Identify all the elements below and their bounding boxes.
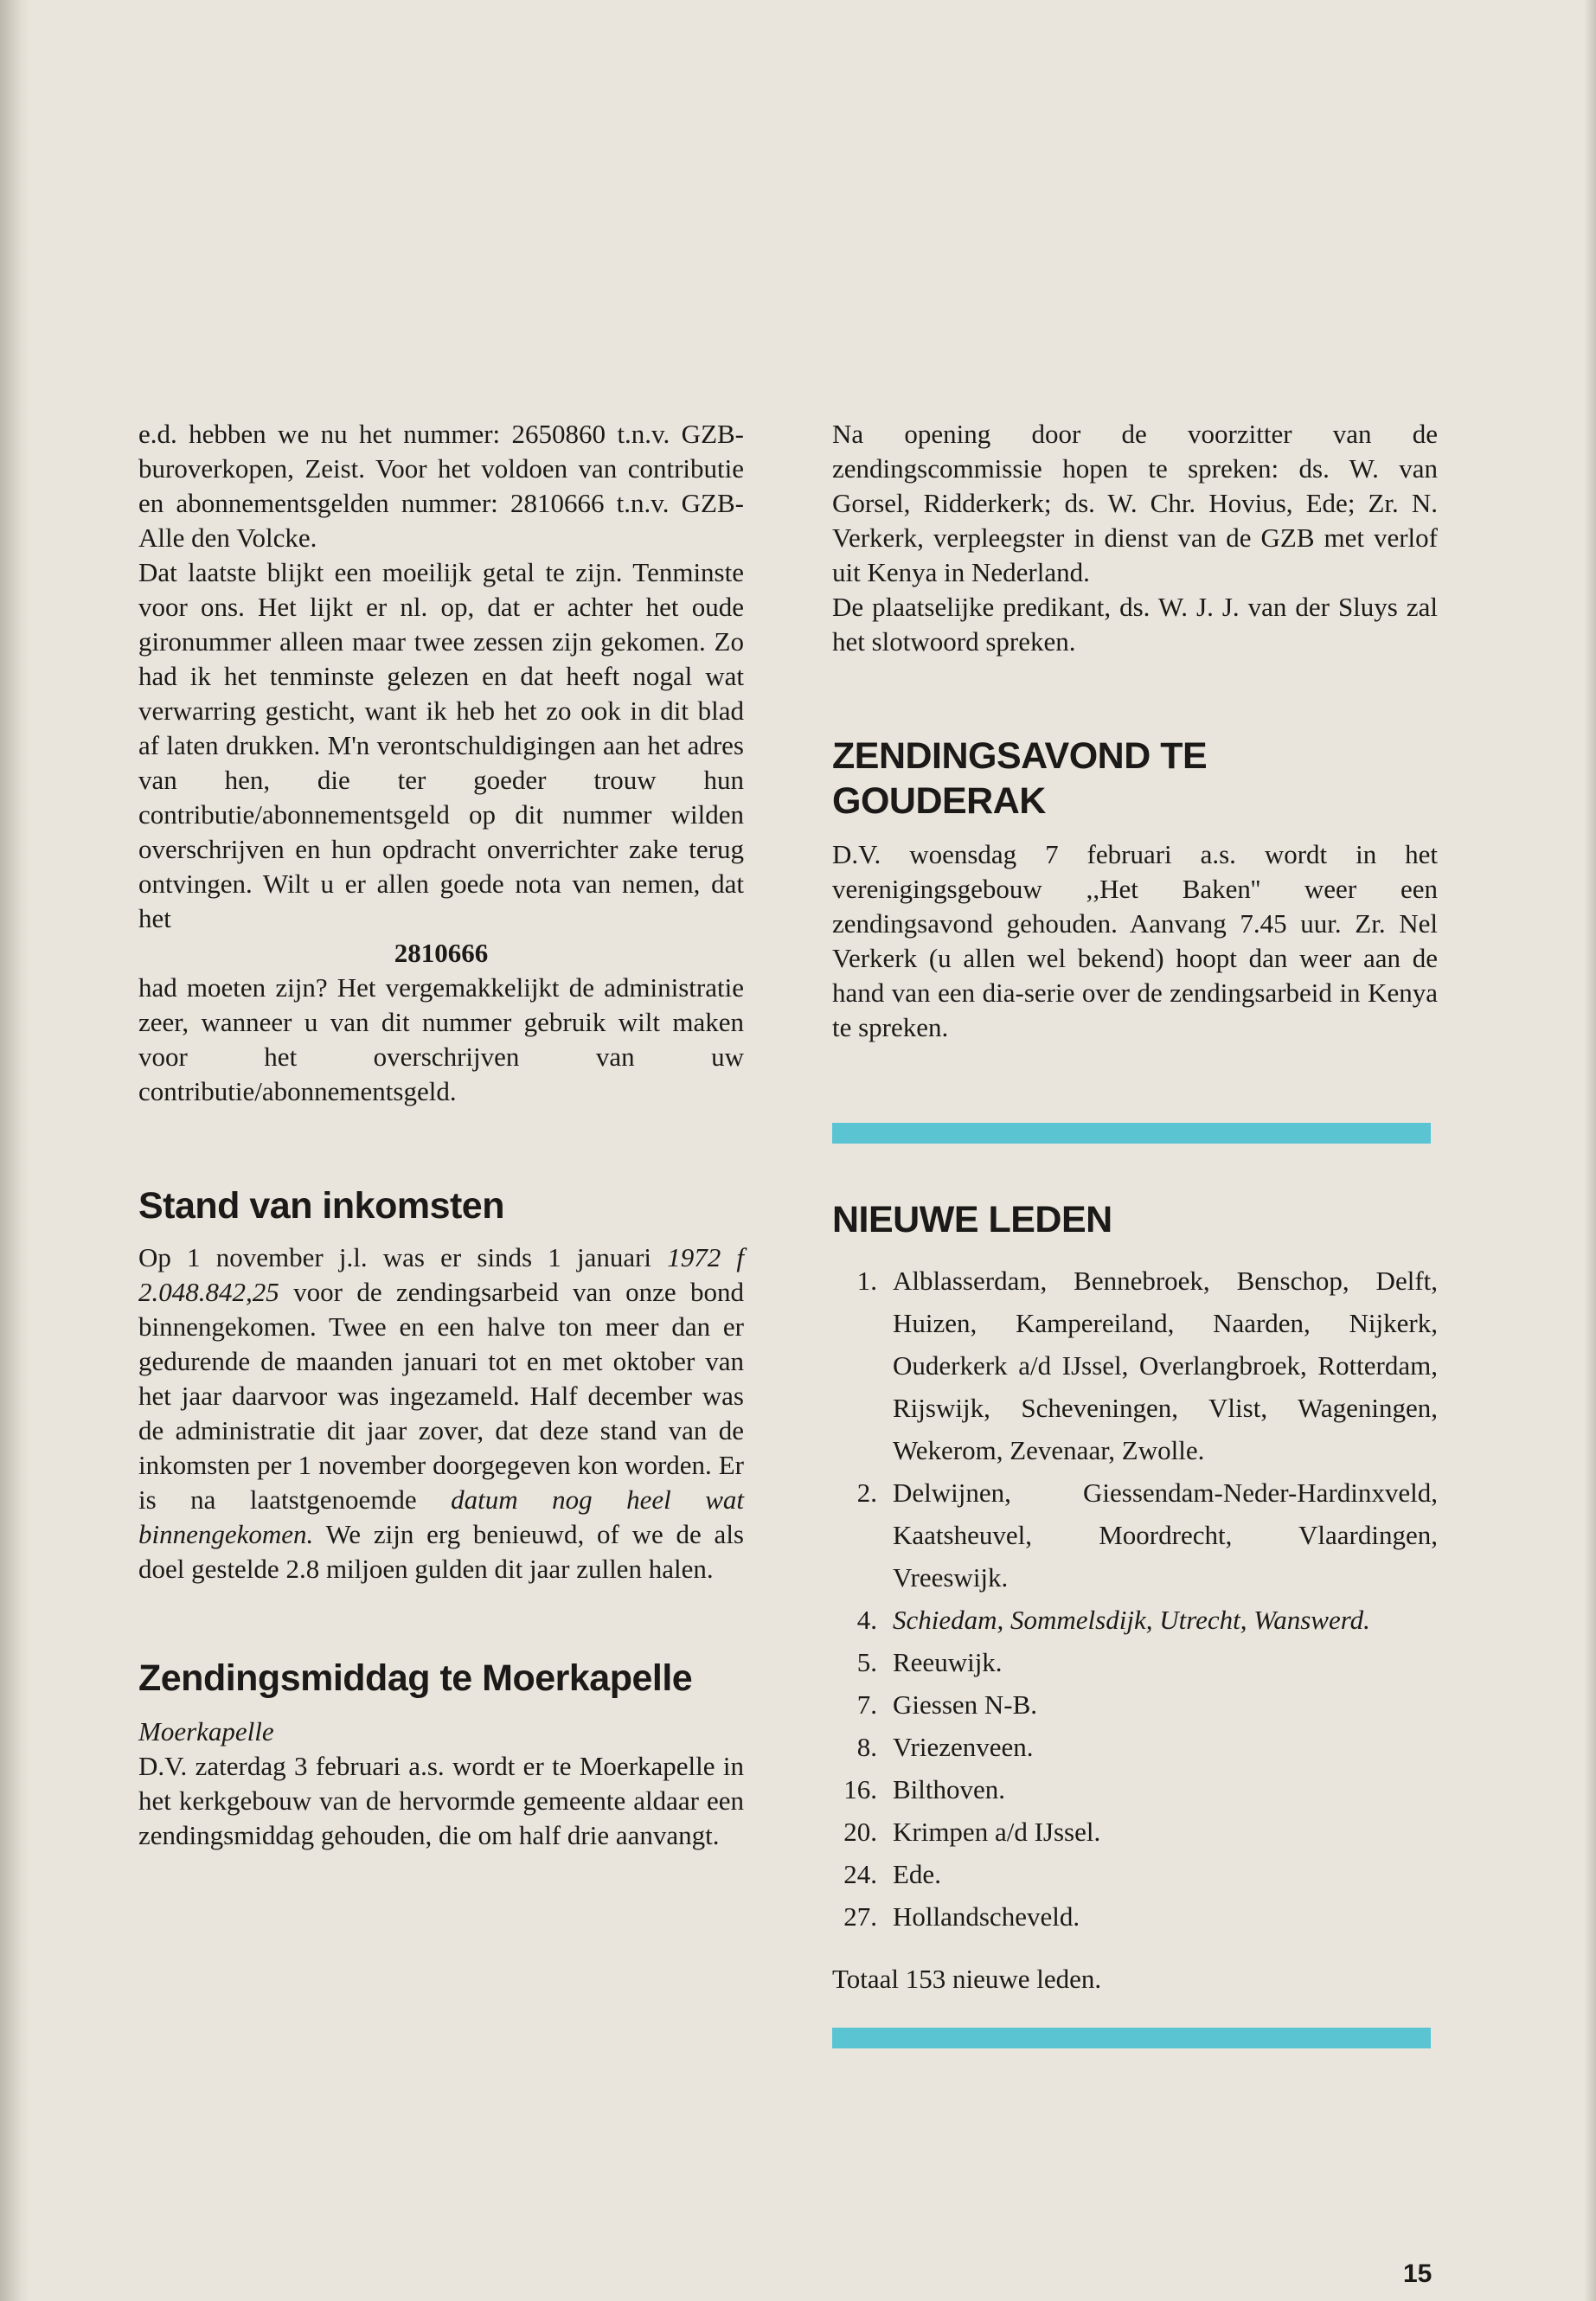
heading-zendingsmiddag-moerkapelle: Zendingsmiddag te Moerkapelle [138,1657,693,1699]
highlighted-account-number: 2810666 [394,938,489,968]
page-edge-right [1584,0,1596,2301]
list-item-places: Hollandscheveld. [893,1901,1080,1932]
inkomsten-text-2: voor de zendingsarbeid van onze bond binnengekomen. Twee en een halve ton meer dan er gedurende de maanden januari tot en met oktober van het jaar daarvoor was ingezameld. Half december was de administratie dit jaar zover, dat deze stand van de inkomsten per 1 november doorgegeven kon worden. Er is na laatstgenoemde [138,1277,744,1515]
list-item-places: Delwijnen, Giessendam-Neder-Hardinxveld, Kaatsheuvel, Moordrecht, Vlaardingen, Vreeswijk. [893,1477,1438,1593]
list-item-places: Schiedam, Sommelsdijk, Utrecht, Wanswerd. [893,1605,1370,1635]
list-item [832,1811,1438,1853]
moerkapelle-place: Moerkapelle [138,1716,274,1747]
heading-stand-van-inkomsten: Stand van inkomsten [138,1185,504,1227]
list-item-places: Reeuwijk. [893,1647,1003,1677]
list-item [832,1895,1438,1938]
gouderak-text: D.V. woensdag 7 februari a.s. wordt in het verenigingsgebouw ,,Het Baken'' weer een zendingsavond gehouden. Aanvang 7.45 uur. Zr. Nel Verkerk (u allen wel bekend) hoopt dan weer aan de hand van een dia-serie over de zendingsarbeid in Kenya te spreken. [832,839,1438,1042]
list-item-places: Alblasserdam, Bennebroek, Benschop, Delft, Huizen, Kampereiland, Naarden, Nijkerk, Ouderkerk a/d IJssel, Overlangbroek, Rotterdam, Rijswijk, Scheveningen, Vlist, Wageningen, Wekerom, Zevenaar, Zwolle. [893,1266,1438,1465]
right-column [832,417,1438,2048]
accent-bar-top [832,1123,1431,1144]
list-item-places: Krimpen a/d IJssel. [893,1817,1101,1847]
list-item-number: 8. [856,1732,877,1762]
list-item-number: 2. [856,1477,877,1508]
list-item [832,1853,1438,1895]
list-item-number: 27. [843,1901,877,1932]
list-item [832,1683,1438,1726]
inkomsten-text-1: Op 1 november j.l. was er sinds 1 januari [138,1242,668,1272]
list-item-places: Giessen N-B. [893,1689,1038,1720]
list-item [832,1726,1438,1768]
paragraph-inkomsten [138,1240,744,1586]
intro-paragraph: e.d. hebben we nu het nummer: 2650860 t.n.v. GZB-buroverkopen, Zeist. Voor het voldoen van contributie en abonnementsgelden nummer: 2810666 t.n.v. GZB-Alle den Volcke. [138,419,744,553]
paragraph-administration: had moeten zijn? Het vergemakkelijkt de administratie zeer, wanneer u van dit nummer gebruik wilt maken voor het overschrijven van uw contributie/abonnementsgeld. [138,972,744,1106]
page-edge-left [0,0,29,2301]
paragraph-slotwoord: De plaatselijke predikant, ds. W. J. J. van der Sluys zal het slotwoord spreken. [832,592,1438,657]
list-item-number: 20. [843,1817,877,1847]
list-item-number: 7. [856,1689,877,1720]
list-item-places: Bilthoven. [893,1774,1006,1804]
page-number: 15 [1403,2259,1433,2288]
members-total: Totaal 153 nieuwe leden. [832,1964,1102,1994]
moerkapelle-text: D.V. zaterdag 3 februari a.s. wordt er te Moerkapelle in het kerkgebouw van de hervormde gemeente aldaar een zendingsmiddag gehouden, die om half drie aanvangt. [138,1751,744,1850]
heading-zendingsavond-gouderak: ZENDINGSAVOND TE GOUDERAK [832,735,1208,822]
list-item [832,1768,1438,1811]
inkomsten-text-italic: datum nog heel wat binnengekomen. [138,1484,745,1549]
members-list [832,1259,1438,1938]
list-item [832,1599,1438,1641]
list-item-places: Ede. [893,1859,941,1889]
list-item [832,1641,1438,1683]
paragraph-speakers: Na opening door de voorzitter van de zendingscommissie hopen te spreken: ds. W. van Gorsel, Ridderkerk; ds. W. Chr. Hovius, Ede; Zr. N. Verkerk, verpleegster in dienst van de GZB met verlof uit Kenya in Nederland. [832,419,1438,587]
list-item-number: 24. [843,1859,877,1889]
inkomsten-text-3: We zijn erg benieuwd, of we de als doel gestelde 2.8 miljoen gulden dit jaar zullen halen. [138,1519,744,1584]
list-item-number: 5. [856,1647,877,1677]
inkomsten-amount: 1972 f 2.048.842,25 [138,1242,744,1307]
list-item-places: Vriezenveen. [893,1732,1034,1762]
list-item-number: 4. [856,1605,877,1635]
heading-nieuwe-leden: NIEUWE LEDEN [832,1199,1112,1240]
list-item [832,1471,1438,1599]
list-item-number: 16. [843,1774,877,1804]
list-item-number: 1. [856,1266,877,1296]
accent-bar-bottom [832,2028,1431,2048]
paragraph-number-confusion: Dat laatste blijkt een moeilijk getal te zijn. Tenminste voor ons. Het lijkt er nl. op, dat er achter het oude gironummer alleen maar twee zessen zijn gekomen. Zo had ik het tenminste gelezen en dat heeft nogal wat verwarring gesticht, want ik heb het zo ook in dit blad af laten drukken. M'n verontschuldigingen aan het adres van hen, die ter goeder trouw hun contributie/abonnementsgeld op dit nummer wilden overschrijven en hun opdracht onverrichter zake terug ontvingen. Wilt u er allen goede nota van nemen, dat het [138,557,744,933]
list-item [832,1259,1438,1471]
left-column [138,417,744,1853]
